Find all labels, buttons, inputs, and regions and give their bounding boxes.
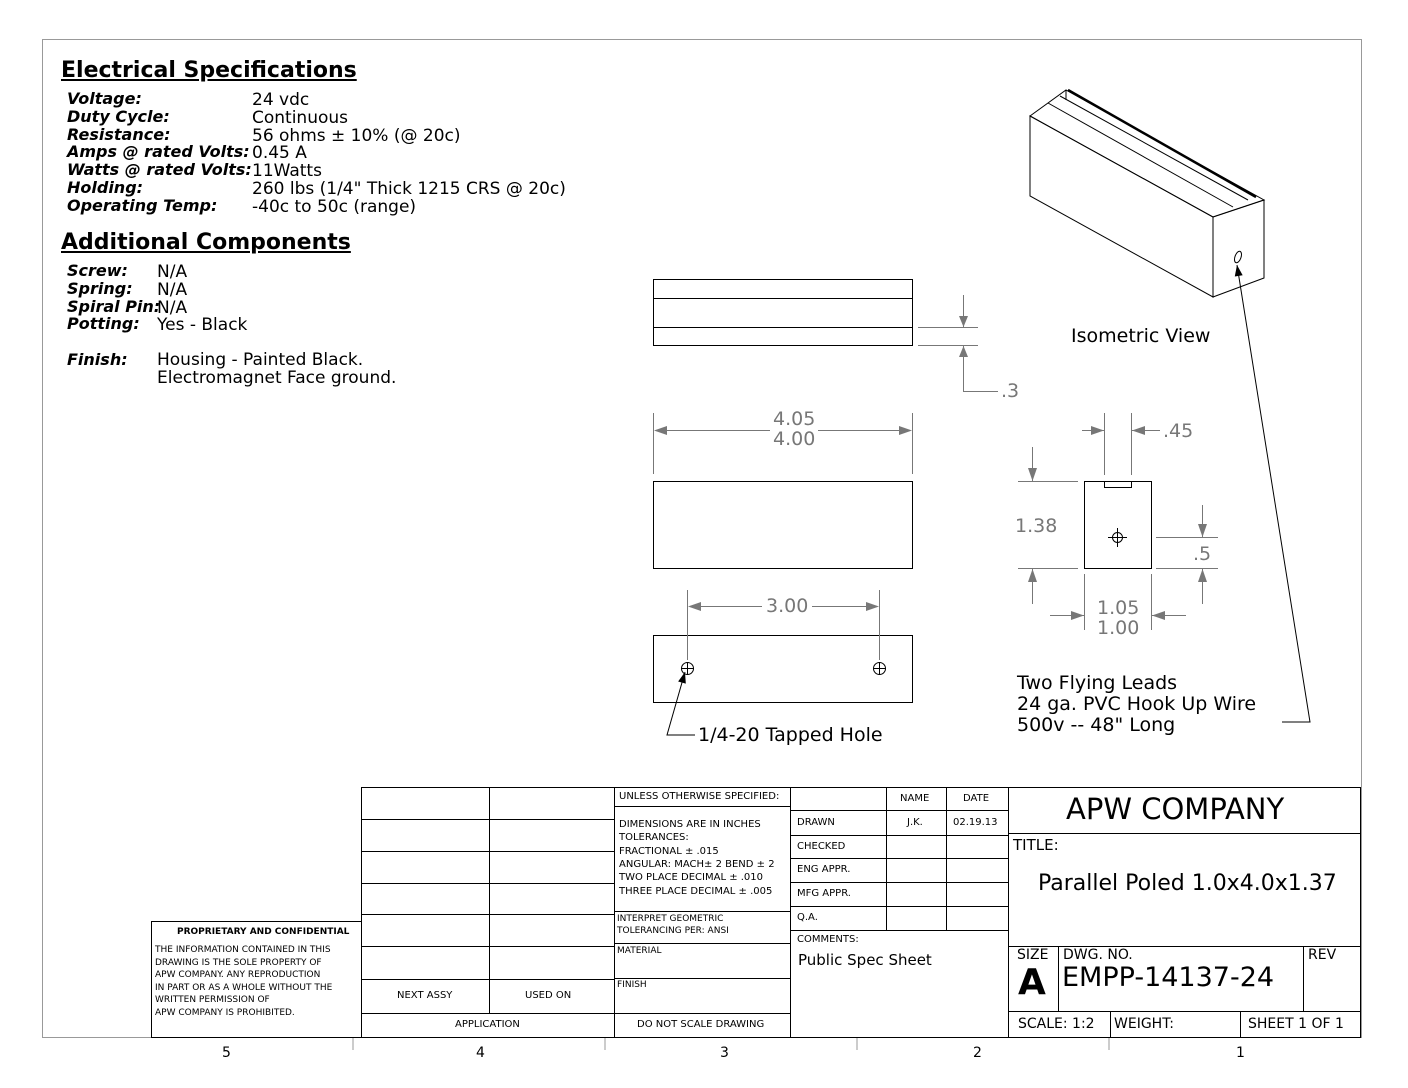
- dim-0-3: .3: [1001, 380, 1020, 402]
- proprietary-line: DRAWING IS THE SOLE PROPERTY OF: [155, 957, 322, 968]
- component-value: N/A: [157, 262, 188, 282]
- dim-1-05: 1.05: [1097, 597, 1140, 619]
- title-label: TITLE:: [1013, 836, 1059, 854]
- proprietary-line: THE INFORMATION CONTAINED IN THIS: [155, 945, 331, 955]
- dwg-no-value: EMPP-14137-24: [1062, 962, 1275, 993]
- checked-label: CHECKED: [797, 841, 846, 852]
- drawn-label: DRAWN: [797, 817, 835, 828]
- name-header: NAME: [900, 793, 930, 804]
- finish-label: Finish:: [67, 350, 128, 369]
- spec-label: Holding:: [67, 178, 144, 197]
- electrical-heading: Electrical Specifications: [61, 58, 357, 83]
- spec-value: 260 lbs (1/4" Thick 1215 CRS @ 20c): [252, 179, 566, 199]
- spec-value: Continuous: [252, 107, 349, 128]
- dim-0-5: .5: [1193, 543, 1212, 565]
- finish-line-2: Electromagnet Face ground.: [157, 368, 397, 388]
- used-on-label: USED ON: [525, 990, 572, 1001]
- proprietary-line: WRITTEN PERMISSION OF: [155, 995, 270, 1006]
- material-label: MATERIAL: [617, 946, 662, 956]
- spec-value: 24 vdc: [252, 90, 310, 110]
- spec-label: Duty Cycle:: [67, 106, 170, 126]
- tolerance-line: TWO PLACE DECIMAL ± .010: [619, 872, 764, 884]
- tapped-hole-label: 1/4-20 Tapped Hole: [698, 724, 883, 746]
- tolerance-line: FRACTIONAL ± .015: [619, 845, 719, 857]
- eng-appr-label: ENG APPR.: [797, 864, 851, 875]
- application-label: APPLICATION: [455, 1019, 520, 1030]
- component-label: Potting:: [67, 314, 140, 334]
- dim-4-00: 4.00: [773, 428, 816, 450]
- component-value: N/A: [157, 297, 188, 318]
- proprietary-line: APW COMPANY IS PROHIBITED.: [155, 1008, 295, 1018]
- rev-label: REV: [1308, 947, 1337, 963]
- drawn-date: 02.19.13: [953, 817, 998, 828]
- spec-label: Operating Temp:: [67, 195, 218, 215]
- comment-text: Public Spec Sheet: [798, 951, 932, 969]
- scale-label: SCALE: 1:2: [1018, 1016, 1095, 1032]
- size-label: SIZE: [1017, 947, 1049, 963]
- component-value: N/A: [157, 279, 188, 300]
- drawing-title: Parallel Poled 1.0x4.0x1.37: [1038, 871, 1337, 896]
- spec-value: 0.45 A: [252, 143, 307, 164]
- zone-5: 5: [222, 1045, 231, 1061]
- component-label: Spiral Pin:: [67, 296, 161, 316]
- dim-4-05: 4.05: [773, 408, 816, 430]
- tolerance-line: TOLERANCES:: [619, 832, 689, 844]
- spec-value: 11Watts: [252, 161, 322, 182]
- component-label: Screw:: [67, 261, 128, 280]
- tolerance-line: THREE PLACE DECIMAL ± .005: [619, 885, 773, 897]
- dim-1-00: 1.00: [1097, 617, 1140, 639]
- zone-2: 2: [973, 1045, 982, 1061]
- finish-line-1: Housing - Painted Black.: [157, 350, 364, 370]
- spec-label: Resistance:: [67, 124, 171, 144]
- finish-block-label: FINISH: [617, 980, 647, 990]
- mfg-appr-label: MFG APPR.: [797, 888, 851, 899]
- tolerance-line: DIMENSIONS ARE IN INCHES: [619, 819, 761, 830]
- spec-value: 56 ohms ± 10% (@ 20c): [252, 125, 461, 146]
- dim-1-38: 1.38: [1015, 515, 1058, 537]
- spec-label: Watts @ rated Volts:: [67, 160, 252, 180]
- leads-line-3: 500v -- 48" Long: [1017, 714, 1176, 736]
- zone-4: 4: [476, 1045, 485, 1061]
- additional-heading: Additional Components: [61, 230, 351, 255]
- company-name: APW COMPANY: [1066, 792, 1285, 826]
- proprietary-line: IN PART OR AS A WHOLE WITHOUT THE: [155, 982, 333, 993]
- next-assy-label: NEXT ASSY: [397, 990, 453, 1001]
- drawn-name: J.K.: [907, 817, 923, 828]
- component-label: Spring:: [67, 278, 133, 298]
- zone-3: 3: [720, 1045, 729, 1061]
- comments-label: COMMENTS:: [797, 934, 859, 945]
- qa-label: Q.A.: [797, 912, 818, 923]
- isometric-view-label: Isometric View: [1071, 325, 1211, 347]
- proprietary-line: APW COMPANY. ANY REPRODUCTION: [155, 970, 321, 981]
- date-header: DATE: [963, 793, 990, 804]
- spec-value: -40c to 50c (range): [252, 196, 417, 217]
- weight-label: WEIGHT:: [1114, 1016, 1174, 1032]
- interpret-line-2: TOLERANCING PER: ANSI: [617, 926, 729, 936]
- leads-line-1: Two Flying Leads: [1017, 672, 1178, 694]
- interpret-line-1: INTERPRET GEOMETRIC: [617, 914, 724, 924]
- dwg-no-label: DWG. NO.: [1063, 947, 1133, 963]
- spec-label: Amps @ rated Volts:: [67, 142, 250, 162]
- dim-0-45: .45: [1163, 420, 1194, 442]
- leads-line-2: 24 ga. PVC Hook Up Wire: [1017, 693, 1257, 715]
- component-value: Yes - Black: [157, 315, 248, 336]
- sheet-label: SHEET 1 OF 1: [1248, 1016, 1344, 1032]
- spec-label: Voltage:: [67, 89, 142, 108]
- dim-3-00: 3.00: [766, 595, 809, 617]
- proprietary-title: PROPRIETARY AND CONFIDENTIAL: [177, 927, 350, 937]
- unless-specified: UNLESS OTHERWISE SPECIFIED:: [619, 791, 780, 802]
- zone-1: 1: [1236, 1045, 1245, 1061]
- size-value: A: [1018, 962, 1046, 1003]
- tolerance-line: ANGULAR: MACH± 2 BEND ± 2: [619, 858, 775, 870]
- do-not-scale: DO NOT SCALE DRAWING: [637, 1019, 765, 1030]
